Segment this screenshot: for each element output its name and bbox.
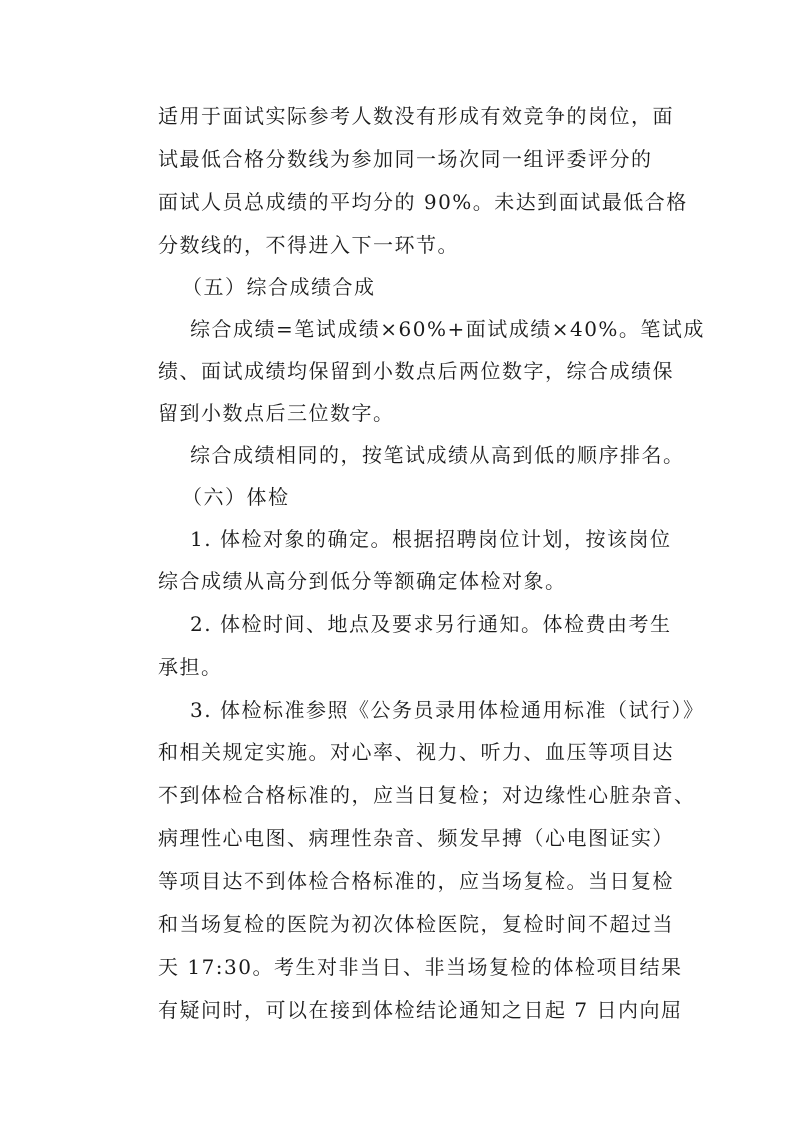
paragraph-line: 面试人员总成绩的平均分的 90%。未达到面试最低合格 (158, 190, 688, 214)
paragraph-line: 综合成绩从高分到低分等额确定体检对象。 (158, 569, 567, 593)
paragraph-line: 不到体检合格标准的，应当日复检；对边缘性心脏杂音、 (158, 783, 696, 807)
paragraph-line: 分数线的，不得进入下一环节。 (158, 233, 459, 257)
paragraph-line: 留到小数点后三位数字。 (158, 401, 395, 425)
paragraph-line: 和当场复检的医院为初次体检医院，复检时间不超过当 (158, 912, 674, 936)
paragraph-line: 综合成绩=笔试成绩×60%+面试成绩×40%。笔试成 (190, 317, 705, 341)
paragraph-line: 适用于面试实际参考人数没有形成有效竞争的岗位，面 (158, 104, 674, 128)
paragraph-line: 试最低合格分数线为参加同一场次同一组评委评分的 (158, 147, 653, 171)
list-item-line: 1. 体检对象的确定。根据招聘岗位计划，按该岗位 (190, 527, 672, 551)
paragraph-line: 有疑问时，可以在接到体检结论通知之日起 7 日内向屈 (158, 998, 683, 1022)
paragraph-line: 等项目达不到体检合格标准的，应当场复检。当日复检 (158, 869, 674, 893)
section-heading: （六）体检 (182, 485, 290, 509)
list-item-line: 3. 体检标准参照《公务员录用体检通用标准（试行）》 (190, 698, 705, 722)
paragraph-line: 绩、面试成绩均保留到小数点后两位数字，综合成绩保 (158, 359, 674, 383)
paragraph-line: 承担。 (158, 655, 223, 679)
list-item-line: 2. 体检时间、地点及要求另行通知。体检费由考生 (190, 612, 672, 636)
paragraph-line: 天 17:30。考生对非当日、非当场复检的体检项目结果 (158, 955, 683, 979)
section-heading: （五）综合成绩合成 (182, 275, 376, 299)
paragraph-line: 病理性心电图、病理性杂音、频发早搏（心电图证实） (158, 826, 674, 850)
paragraph-line: 和相关规定实施。对心率、视力、听力、血压等项目达 (158, 740, 674, 764)
paragraph-line: 综合成绩相同的，按笔试成绩从高到低的顺序排名。 (190, 443, 685, 467)
